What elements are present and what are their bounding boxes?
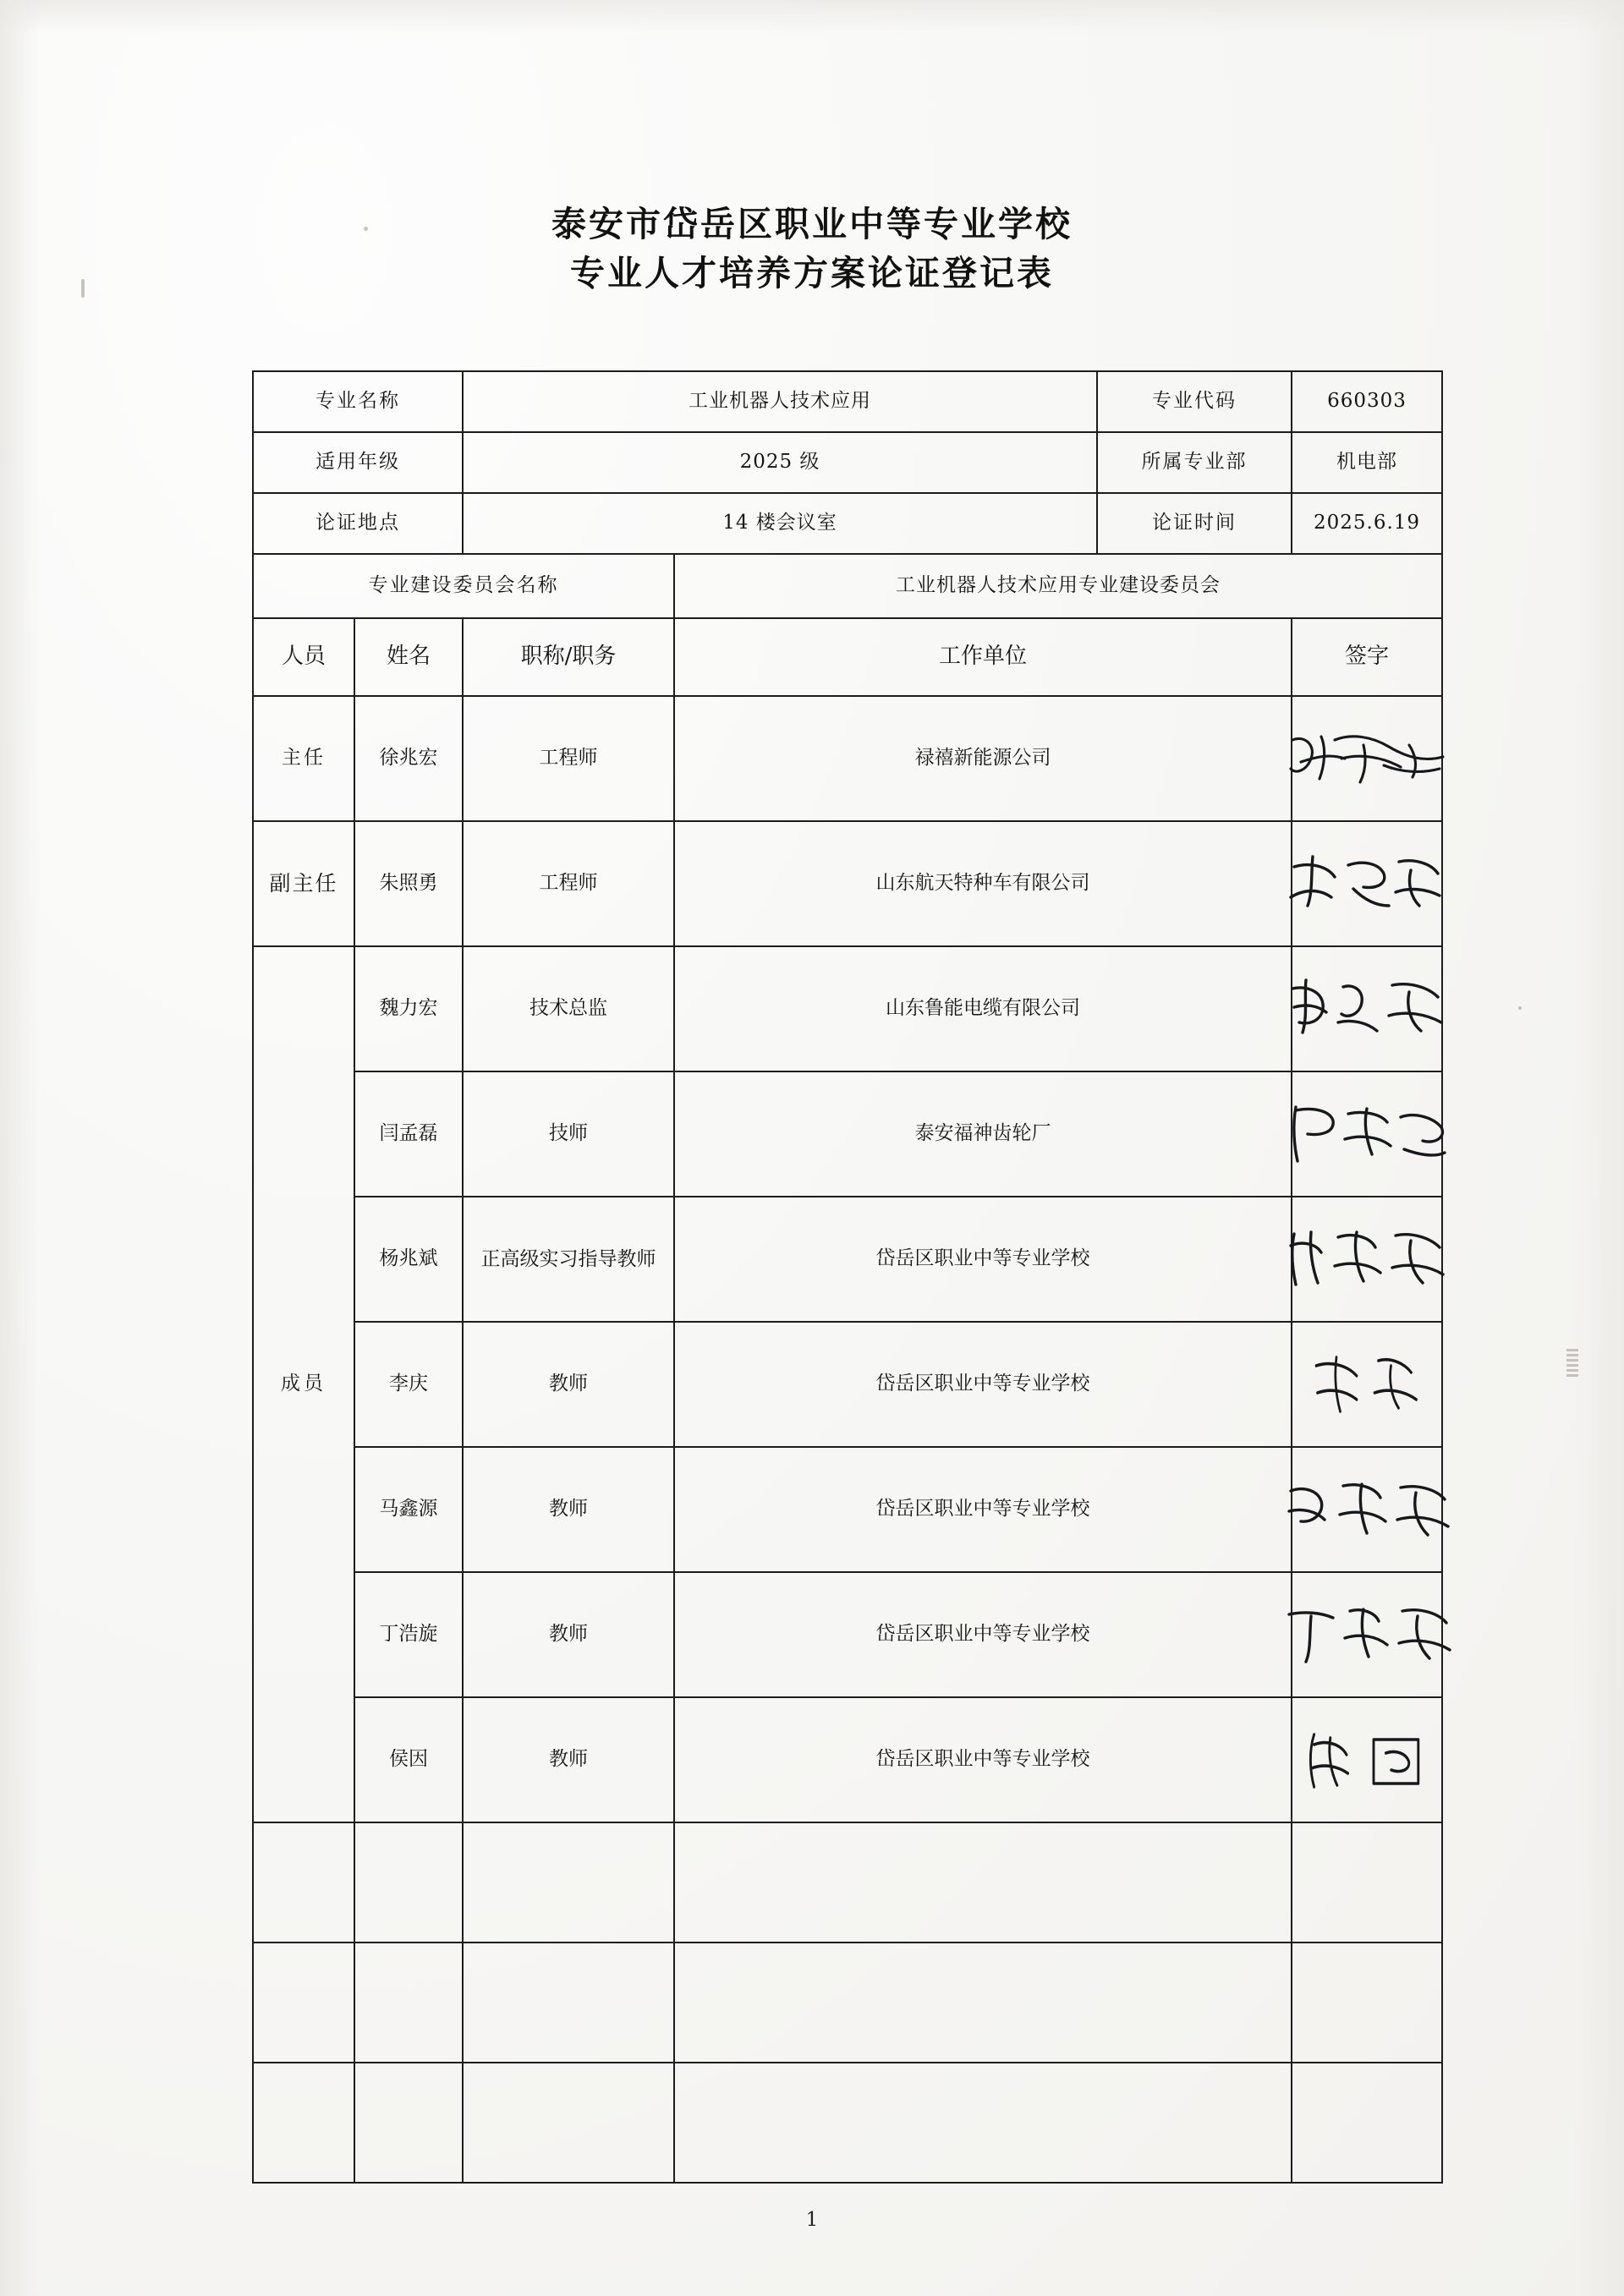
column-header-title: 职称/职务 [463, 618, 674, 696]
signature-cell [1292, 1197, 1442, 1322]
member-unit: 岱岳区职业中等专业学校 [674, 1697, 1292, 1822]
table-row [253, 2063, 1442, 2183]
page-number: 1 [805, 2209, 819, 2231]
member-unit: 岱岳区职业中等专业学校 [674, 1447, 1292, 1572]
member-title: 技师 [463, 1071, 674, 1197]
table-row [253, 1822, 1442, 1943]
member-title: 教师 [463, 1322, 674, 1447]
table-row-major [253, 371, 1442, 432]
member-name: 魏力宏 [354, 946, 463, 1071]
member-name: 杨兆斌 [354, 1197, 463, 1322]
empty-unit [674, 2063, 1292, 2183]
member-unit: 岱岳区职业中等专业学校 [674, 1197, 1292, 1322]
member-unit: 岱岳区职业中等专业学校 [674, 1322, 1292, 1447]
empty-signature [1292, 1943, 1442, 2063]
place-value: 14 楼会议室 [463, 493, 1097, 554]
signature-cell [1292, 1572, 1442, 1697]
empty-name [354, 2063, 463, 2183]
empty-unit [674, 1822, 1292, 1943]
major-code-label: 专业代码 [1097, 371, 1292, 432]
signature-cell [1292, 1071, 1442, 1197]
committee-value: 工业机器人技术应用专业建设委员会 [674, 554, 1442, 618]
time-label: 论证时间 [1097, 493, 1292, 554]
member-unit: 山东航天特种车有限公司 [674, 821, 1292, 946]
member-name: 徐兆宏 [354, 696, 463, 821]
member-title: 技术总监 [463, 946, 674, 1071]
signature-mark [1282, 970, 1451, 1048]
department-label: 所属专业部 [1097, 432, 1292, 493]
signature-mark [1299, 1721, 1435, 1799]
major-name-value: 工业机器人技术应用 [463, 371, 1097, 432]
column-header-name: 姓名 [354, 618, 463, 696]
committee-label: 专业建设委员会名称 [253, 554, 674, 618]
table-row [253, 1697, 1442, 1822]
empty-unit [674, 1943, 1292, 2063]
table-row-committee [253, 554, 1442, 618]
signature-cell [1292, 946, 1442, 1071]
member-unit: 岱岳区职业中等专业学校 [674, 1572, 1292, 1697]
scan-edge-top [0, 0, 1624, 34]
column-header-unit: 工作单位 [674, 618, 1292, 696]
member-unit: 禄禧新能源公司 [674, 696, 1292, 821]
table-row [253, 946, 1442, 1071]
signature-mark [1282, 845, 1451, 923]
major-name-label: 专业名称 [253, 371, 463, 432]
member-title: 教师 [463, 1447, 674, 1572]
role-director: 主任 [253, 696, 354, 821]
scan-side-marker [1566, 1349, 1578, 1378]
table-row-place-time [253, 493, 1442, 554]
empty-role [253, 1943, 354, 2063]
empty-signature [1292, 2063, 1442, 2183]
table-header-row [253, 618, 1442, 696]
table-row [253, 821, 1442, 946]
grade-value: 2025 级 [463, 432, 1097, 493]
member-title: 工程师 [463, 821, 674, 946]
member-title: 正高级实习指导教师 [463, 1197, 674, 1322]
member-name: 侯因 [354, 1697, 463, 1822]
member-name: 丁浩旋 [354, 1572, 463, 1697]
time-value: 2025.6.19 [1292, 493, 1442, 554]
empty-name [354, 1943, 463, 2063]
table-row [253, 1572, 1442, 1697]
signature-mark [1303, 1345, 1430, 1423]
member-name: 马鑫源 [354, 1447, 463, 1572]
member-name: 朱照勇 [354, 821, 463, 946]
member-title: 工程师 [463, 696, 674, 821]
scan-edge-left [0, 0, 41, 2296]
table-row [253, 1943, 1442, 2063]
paper-speck [1518, 1006, 1522, 1010]
member-name: 李庆 [354, 1322, 463, 1447]
signature-cell [1292, 696, 1442, 821]
empty-role [253, 1822, 354, 1943]
role-deputy-director: 副主任 [253, 821, 354, 946]
department-value: 机电部 [1292, 432, 1442, 493]
member-title: 教师 [463, 1697, 674, 1822]
signature-mark [1282, 720, 1451, 797]
member-name: 闫孟磊 [354, 1071, 463, 1197]
title-line-1: 泰安市岱岳区职业中等专业学校 [551, 204, 1073, 244]
role-member-group: 成员 [253, 946, 354, 1822]
major-code-value: 660303 [1292, 371, 1442, 432]
place-label: 论证地点 [253, 493, 463, 554]
table-row [253, 1322, 1442, 1447]
signature-mark [1282, 1596, 1451, 1674]
signature-cell [1292, 1697, 1442, 1822]
signature-cell [1292, 821, 1442, 946]
empty-title [463, 2063, 674, 2183]
member-unit: 泰安福神齿轮厂 [674, 1071, 1292, 1197]
table-row-grade [253, 432, 1442, 493]
table-row [253, 696, 1442, 821]
column-header-signature: 签字 [1292, 618, 1442, 696]
column-header-role: 人员 [253, 618, 354, 696]
empty-signature [1292, 1822, 1442, 1943]
signature-mark [1282, 1471, 1451, 1548]
member-unit: 山东鲁能电缆有限公司 [674, 946, 1292, 1071]
signature-mark [1282, 1220, 1451, 1298]
empty-title [463, 1822, 674, 1943]
table-row [253, 1071, 1442, 1197]
table-row [253, 1197, 1442, 1322]
signature-cell [1292, 1447, 1442, 1572]
table-row [253, 1447, 1442, 1572]
grade-label: 适用年级 [253, 432, 463, 493]
signature-mark [1282, 1095, 1451, 1173]
scan-edge-right [1573, 0, 1624, 2296]
empty-name [354, 1822, 463, 1943]
member-title: 教师 [463, 1572, 674, 1697]
title-line-2: 专业人才培养方案论证登记表 [570, 253, 1054, 294]
signature-cell [1292, 1322, 1442, 1447]
registration-table [252, 370, 1443, 2184]
empty-role [253, 2063, 354, 2183]
document-title [0, 200, 1624, 298]
empty-title [463, 1943, 674, 2063]
